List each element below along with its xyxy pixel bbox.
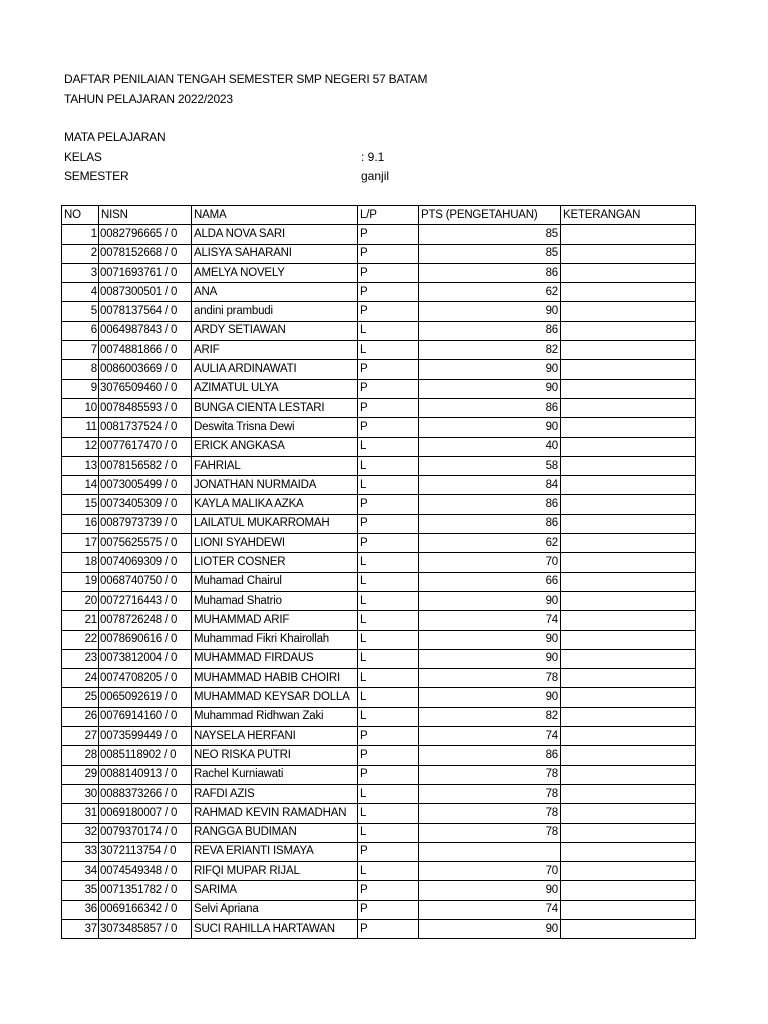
row-score	[419, 842, 561, 861]
row-number: 34	[62, 862, 99, 881]
row-score: 74	[419, 727, 561, 746]
row-gender: L	[358, 591, 419, 610]
table-row	[62, 418, 696, 437]
row-score: 85	[419, 244, 561, 263]
row-number: 36	[62, 900, 99, 919]
row-number: 14	[62, 476, 99, 495]
header-gender: L/P	[358, 206, 419, 225]
row-name: RAHMAD KEVIN RAMADHAN	[192, 804, 358, 823]
header-nisn: NISN	[99, 206, 192, 225]
row-name: ALISYA SAHARANI	[192, 244, 358, 263]
table-row	[62, 225, 696, 244]
row-note	[561, 862, 696, 881]
row-number: 37	[62, 919, 99, 938]
row-gender: P	[358, 302, 419, 321]
row-note	[561, 437, 696, 456]
row-name: JONATHAN NURMAIDA	[192, 476, 358, 495]
row-nisn: 0088140913 / 0	[99, 765, 192, 784]
row-note	[561, 765, 696, 784]
row-nisn: 0078485593 / 0	[99, 398, 192, 417]
row-nisn: 0078152668 / 0	[99, 244, 192, 263]
table-row	[62, 572, 696, 591]
row-gender: P	[358, 495, 419, 514]
row-nisn: 0087300501 / 0	[99, 283, 192, 302]
row-gender: P	[358, 900, 419, 919]
row-gender: L	[358, 649, 419, 668]
table-row	[62, 379, 696, 398]
row-score: 58	[419, 456, 561, 475]
row-number: 23	[62, 649, 99, 668]
row-name: RAFDI AZIS	[192, 784, 358, 803]
row-name: FAHRIAL	[192, 456, 358, 475]
row-gender: L	[358, 611, 419, 630]
row-score: 90	[419, 379, 561, 398]
row-name: Muhamad Shatrio	[192, 591, 358, 610]
row-gender: P	[358, 746, 419, 765]
row-note	[561, 784, 696, 803]
row-nisn: 0073005499 / 0	[99, 476, 192, 495]
row-gender: L	[358, 572, 419, 591]
row-number: 25	[62, 688, 99, 707]
row-note	[561, 225, 696, 244]
row-name: SUCI RAHILLA HARTAWAN	[192, 919, 358, 938]
row-gender: L	[358, 341, 419, 360]
row-name: Deswita Trisna Dewi	[192, 418, 358, 437]
row-note	[561, 244, 696, 263]
row-number: 2	[62, 244, 99, 263]
row-number: 30	[62, 784, 99, 803]
row-nisn: 0074881866 / 0	[99, 341, 192, 360]
row-score: 90	[419, 649, 561, 668]
row-number: 22	[62, 630, 99, 649]
row-note	[561, 900, 696, 919]
row-nisn: 0069180007 / 0	[99, 804, 192, 823]
row-note	[561, 842, 696, 861]
row-number: 17	[62, 534, 99, 553]
row-number: 3	[62, 263, 99, 282]
row-nisn: 0073599449 / 0	[99, 727, 192, 746]
row-note	[561, 341, 696, 360]
row-note	[561, 418, 696, 437]
row-nisn: 0073405309 / 0	[99, 495, 192, 514]
row-note	[561, 572, 696, 591]
row-gender: L	[358, 630, 419, 649]
row-nisn: 0078137564 / 0	[99, 302, 192, 321]
row-gender: P	[358, 360, 419, 379]
row-name: LIOTER COSNER	[192, 553, 358, 572]
row-number: 4	[62, 283, 99, 302]
row-name: Muhamad Chairul	[192, 572, 358, 591]
row-gender: P	[358, 244, 419, 263]
row-number: 31	[62, 804, 99, 823]
table-row	[62, 341, 696, 360]
row-gender: P	[358, 727, 419, 746]
row-nisn: 3076509460 / 0	[99, 379, 192, 398]
row-name: ARDY SETIAWAN	[192, 321, 358, 340]
row-nisn: 0082796665 / 0	[99, 225, 192, 244]
row-number: 6	[62, 321, 99, 340]
row-note	[561, 919, 696, 938]
row-gender: P	[358, 842, 419, 861]
row-nisn: 0065092619 / 0	[99, 688, 192, 707]
row-score: 86	[419, 321, 561, 340]
row-note	[561, 283, 696, 302]
row-note	[561, 553, 696, 572]
row-score: 74	[419, 900, 561, 919]
row-nisn: 0085118902 / 0	[99, 746, 192, 765]
row-gender: P	[358, 881, 419, 900]
row-nisn: 0078726248 / 0	[99, 611, 192, 630]
row-note	[561, 476, 696, 495]
row-name: MUHAMMAD ARIF	[192, 611, 358, 630]
row-score: 86	[419, 746, 561, 765]
table-row	[62, 591, 696, 610]
row-name: RANGGA BUDIMAN	[192, 823, 358, 842]
row-nisn: 0064987843 / 0	[99, 321, 192, 340]
table-row	[62, 321, 696, 340]
row-score: 40	[419, 437, 561, 456]
row-gender: L	[358, 553, 419, 572]
row-name: REVA ERIANTI ISMAYA	[192, 842, 358, 861]
row-note	[561, 591, 696, 610]
row-number: 28	[62, 746, 99, 765]
row-name: RIFQI MUPAR RIJAL	[192, 862, 358, 881]
row-score: 78	[419, 823, 561, 842]
table-row	[62, 437, 696, 456]
table-row	[62, 727, 696, 746]
row-gender: P	[358, 225, 419, 244]
row-score: 86	[419, 495, 561, 514]
row-score: 84	[419, 476, 561, 495]
row-note	[561, 881, 696, 900]
row-name: Muhammad Fikri Khairollah	[192, 630, 358, 649]
row-nisn: 0076914160 / 0	[99, 707, 192, 726]
row-note	[561, 263, 696, 282]
row-gender: L	[358, 707, 419, 726]
row-score: 82	[419, 707, 561, 726]
row-score: 90	[419, 630, 561, 649]
row-gender: P	[358, 534, 419, 553]
row-number: 10	[62, 398, 99, 417]
row-name: MUHAMMAD KEYSAR DOLLA	[192, 688, 358, 707]
row-nisn: 0075625575 / 0	[99, 534, 192, 553]
row-gender: L	[358, 321, 419, 340]
class-value: : 9.1	[361, 150, 385, 164]
table-row	[62, 611, 696, 630]
row-note	[561, 514, 696, 533]
row-number: 1	[62, 225, 99, 244]
table-row	[62, 669, 696, 688]
row-nisn: 0068740750 / 0	[99, 572, 192, 591]
table-row	[62, 823, 696, 842]
header-note: KETERANGAN	[561, 206, 696, 225]
row-note	[561, 823, 696, 842]
row-gender: P	[358, 765, 419, 784]
row-score: 74	[419, 611, 561, 630]
academic-year: TAHUN PELAJARAN 2022/2023	[64, 92, 233, 106]
row-score: 62	[419, 283, 561, 302]
table-header-row	[62, 206, 696, 225]
row-note	[561, 495, 696, 514]
table-row	[62, 804, 696, 823]
table-row	[62, 649, 696, 668]
row-gender: L	[358, 804, 419, 823]
table-body	[62, 225, 696, 939]
row-note	[561, 398, 696, 417]
row-name: ARIF	[192, 341, 358, 360]
row-gender: L	[358, 437, 419, 456]
row-score: 78	[419, 804, 561, 823]
row-number: 16	[62, 514, 99, 533]
row-name: NEO RISKA PUTRI	[192, 746, 358, 765]
subject-label: MATA PELAJARAN	[64, 130, 166, 144]
row-name: LIONI SYAHDEWI	[192, 534, 358, 553]
row-note	[561, 534, 696, 553]
row-gender: L	[358, 476, 419, 495]
row-number: 15	[62, 495, 99, 514]
row-nisn: 0072716443 / 0	[99, 591, 192, 610]
row-gender: L	[358, 456, 419, 475]
header-no: NO	[62, 206, 99, 225]
row-score: 90	[419, 688, 561, 707]
table-row	[62, 862, 696, 881]
row-nisn: 0071351782 / 0	[99, 881, 192, 900]
table-row	[62, 360, 696, 379]
table-row	[62, 630, 696, 649]
row-note	[561, 746, 696, 765]
row-name: Rachel Kurniawati	[192, 765, 358, 784]
row-number: 13	[62, 456, 99, 475]
table-row	[62, 553, 696, 572]
row-gender: L	[358, 784, 419, 803]
row-number: 5	[62, 302, 99, 321]
row-name: AMELYA NOVELY	[192, 263, 358, 282]
row-number: 18	[62, 553, 99, 572]
row-nisn: 0078690616 / 0	[99, 630, 192, 649]
row-nisn: 0071693761 / 0	[99, 263, 192, 282]
row-score: 90	[419, 591, 561, 610]
table-row	[62, 244, 696, 263]
row-nisn: 0081737524 / 0	[99, 418, 192, 437]
table-row	[62, 900, 696, 919]
row-score: 78	[419, 669, 561, 688]
row-nisn: 0074708205 / 0	[99, 669, 192, 688]
row-number: 33	[62, 842, 99, 861]
row-number: 19	[62, 572, 99, 591]
document-title: DAFTAR PENILAIAN TENGAH SEMESTER SMP NEGERI 57 BATAM	[64, 72, 428, 86]
header-name: NAMA	[192, 206, 358, 225]
row-number: 12	[62, 437, 99, 456]
row-score: 86	[419, 263, 561, 282]
row-note	[561, 379, 696, 398]
row-name: MUHAMMAD HABIB CHOIRI	[192, 669, 358, 688]
row-note	[561, 688, 696, 707]
row-name: MUHAMMAD FIRDAUS	[192, 649, 358, 668]
row-name: AZIMATUL ULYA	[192, 379, 358, 398]
row-score: 90	[419, 302, 561, 321]
table-row	[62, 476, 696, 495]
row-gender: P	[358, 283, 419, 302]
row-name: NAYSELA HERFANI	[192, 727, 358, 746]
row-name: Selvi Apriana	[192, 900, 358, 919]
header-score: PTS (PENGETAHUAN)	[419, 206, 561, 225]
table-row	[62, 688, 696, 707]
table-row	[62, 534, 696, 553]
row-note	[561, 360, 696, 379]
table-row	[62, 881, 696, 900]
row-score: 82	[419, 341, 561, 360]
row-nisn: 0087973739 / 0	[99, 514, 192, 533]
row-number: 21	[62, 611, 99, 630]
row-name: ALDA NOVA SARI	[192, 225, 358, 244]
row-nisn: 0073812004 / 0	[99, 649, 192, 668]
row-number: 7	[62, 341, 99, 360]
row-name: SARIMA	[192, 881, 358, 900]
row-nisn: 0088373266 / 0	[99, 784, 192, 803]
row-name: Muhammad Ridhwan Zaki	[192, 707, 358, 726]
row-note	[561, 727, 696, 746]
row-number: 20	[62, 591, 99, 610]
row-name: AULIA ARDINAWATI	[192, 360, 358, 379]
row-gender: P	[358, 398, 419, 417]
row-gender: P	[358, 919, 419, 938]
row-score: 90	[419, 360, 561, 379]
row-note	[561, 649, 696, 668]
row-nisn: 3072113754 / 0	[99, 842, 192, 861]
row-score: 90	[419, 919, 561, 938]
table-row	[62, 919, 696, 938]
row-name: ANA	[192, 283, 358, 302]
row-gender: L	[358, 862, 419, 881]
row-note	[561, 456, 696, 475]
row-nisn: 3073485857 / 0	[99, 919, 192, 938]
table-row	[62, 842, 696, 861]
row-nisn: 0074069309 / 0	[99, 553, 192, 572]
row-number: 29	[62, 765, 99, 784]
row-nisn: 0074549348 / 0	[99, 862, 192, 881]
row-gender: P	[358, 263, 419, 282]
row-nisn: 0069166342 / 0	[99, 900, 192, 919]
class-label: KELAS	[64, 150, 102, 164]
table-row	[62, 302, 696, 321]
row-nisn: 0078156582 / 0	[99, 456, 192, 475]
table-row	[62, 283, 696, 302]
row-number: 32	[62, 823, 99, 842]
row-number: 26	[62, 707, 99, 726]
row-gender: L	[358, 823, 419, 842]
row-name: LAILATUL MUKARROMAH	[192, 514, 358, 533]
row-score: 62	[419, 534, 561, 553]
table-row	[62, 707, 696, 726]
row-number: 11	[62, 418, 99, 437]
row-score: 78	[419, 765, 561, 784]
row-name: KAYLA MALIKA AZKA	[192, 495, 358, 514]
row-nisn: 0079370174 / 0	[99, 823, 192, 842]
row-nisn: 0077617470 / 0	[99, 437, 192, 456]
row-number: 8	[62, 360, 99, 379]
row-note	[561, 611, 696, 630]
table-row	[62, 784, 696, 803]
table-row	[62, 495, 696, 514]
row-score: 85	[419, 225, 561, 244]
row-score: 70	[419, 553, 561, 572]
row-number: 35	[62, 881, 99, 900]
row-gender: L	[358, 669, 419, 688]
row-score: 86	[419, 398, 561, 417]
row-note	[561, 630, 696, 649]
row-score: 78	[419, 784, 561, 803]
row-score: 66	[419, 572, 561, 591]
row-score: 86	[419, 514, 561, 533]
table-row	[62, 398, 696, 417]
row-note	[561, 804, 696, 823]
row-score: 90	[419, 418, 561, 437]
row-nisn: 0086003669 / 0	[99, 360, 192, 379]
table-row	[62, 514, 696, 533]
row-gender: P	[358, 379, 419, 398]
row-name: ERICK ANGKASA	[192, 437, 358, 456]
grades-table	[61, 205, 696, 939]
row-score: 90	[419, 881, 561, 900]
row-note	[561, 302, 696, 321]
table-row	[62, 746, 696, 765]
table-row	[62, 263, 696, 282]
row-gender: L	[358, 688, 419, 707]
row-score: 70	[419, 862, 561, 881]
semester-label: SEMESTER	[64, 169, 129, 183]
row-number: 27	[62, 727, 99, 746]
row-gender: P	[358, 514, 419, 533]
row-note	[561, 707, 696, 726]
table-row	[62, 456, 696, 475]
row-number: 9	[62, 379, 99, 398]
row-note	[561, 669, 696, 688]
semester-value: ganjil	[361, 169, 390, 183]
row-name: BUNGA CIENTA LESTARI	[192, 398, 358, 417]
row-number: 24	[62, 669, 99, 688]
row-gender: P	[358, 418, 419, 437]
table-row	[62, 765, 696, 784]
row-note	[561, 321, 696, 340]
row-name: andini prambudi	[192, 302, 358, 321]
